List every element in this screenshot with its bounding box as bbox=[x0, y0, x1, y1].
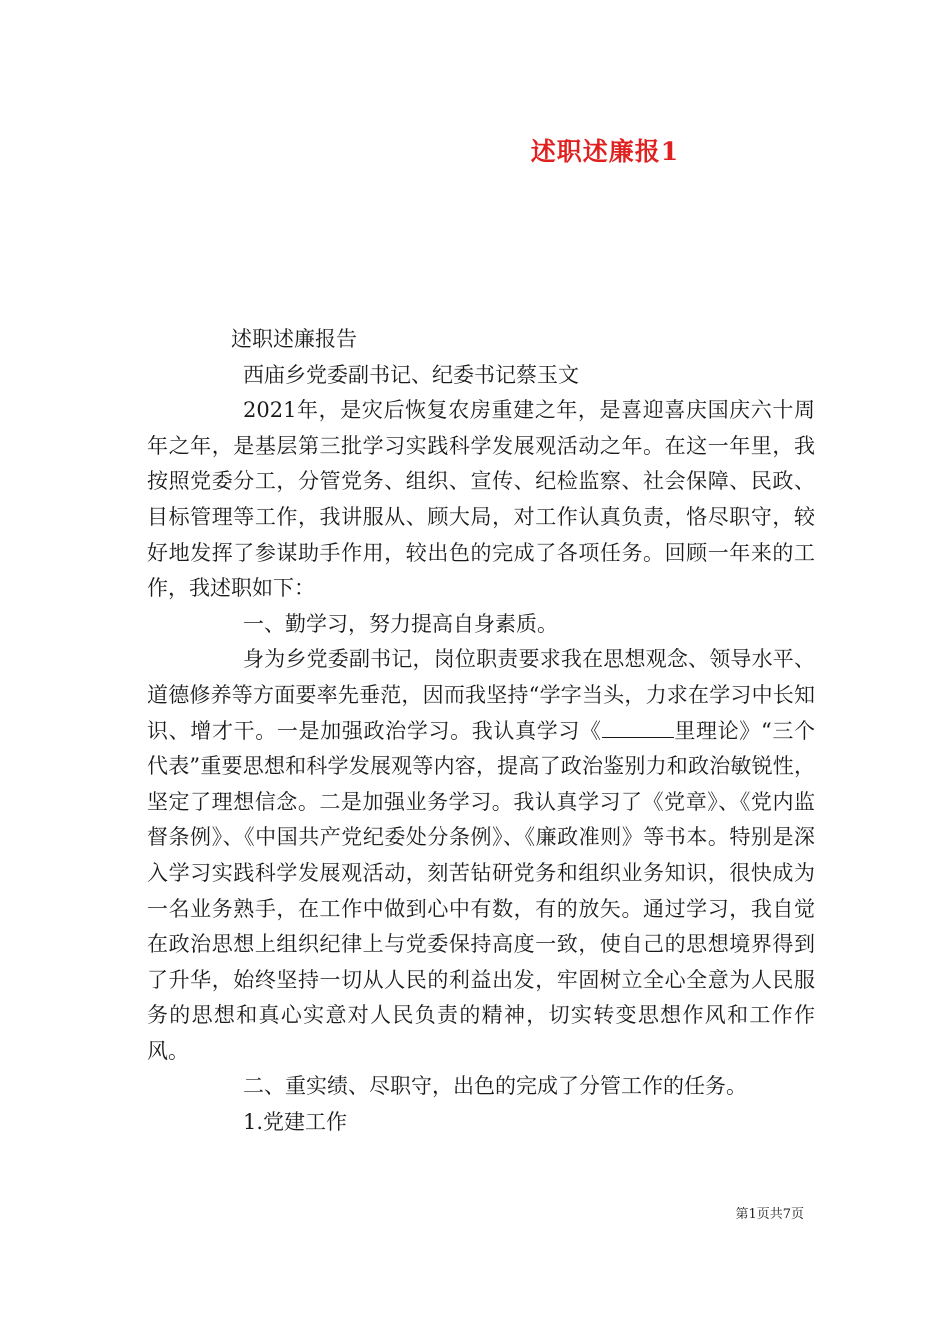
section-2-item-1: 1.党建工作 bbox=[243, 1110, 348, 1135]
section-1-heading: 一、勤学习，努力提高自身素质。 bbox=[243, 611, 558, 636]
section-2-heading: 二、重实绩、尽职守，出色的完成了分管工作的任务。 bbox=[243, 1074, 747, 1099]
intro-paragraph: 2021年，是灾后恢复农房重建之年，是喜迎喜庆国庆六十周年之年，是基层第三批学习实践科学发展观活动之年。在这一年里，我按照党委分工，分管党务、组织、宣传、纪检监察、社会保障、民政、目标管理等工作，我讲服从、顾大局，对工作认真负责，恪尽职守，较好地发挥了参谋助手作用，较出色的完成了各项任务。回顾一年来的工作，我述职如下： bbox=[147, 398, 815, 601]
study-paragraph-part-1: 身为乡党委副书记，岗位职责要求我在思想观念、领导水平、道德修养等方面要率先垂范，因而我坚持“学字当头，力求在学习中长知识、增才干。一是加强政治学习。我认真学习《 bbox=[147, 647, 815, 743]
document-title: 述职述廉报1 bbox=[530, 137, 680, 166]
page-number-footer: 第1页共7页 bbox=[735, 1207, 804, 1222]
document-body bbox=[147, 322, 815, 1141]
fill-in-blank bbox=[602, 719, 674, 738]
author-line: 西庙乡党委副书记、纪委书记蔡玉文 bbox=[243, 362, 579, 387]
study-paragraph bbox=[147, 642, 815, 1069]
report-subheading: 述职述廉报告 bbox=[231, 327, 357, 351]
study-paragraph-part-2: 里理论》“三个代表”重要思想和科学发展观等内容，提高了政治鉴别力和政治敏锐性，坚定了理想信念。二是加强业务学习。我认真学习了《党章》、《党内监督条例》、《中国共产党纪委处分条例》、《廉政准则》等书本。特别是深入学习实践科学发展观活动，刻苦钻研党务和组织业务知识，很快成为一名业务熟手，在工作中做到心中有数，有的放矢。通过学习，我自觉在政治思想上组织纪律上与党委保持高度一致，使自己的思想境界得到了升华，始终坚持一切从人民的利益出发，牢固树立全心全意为人民服务的思想和真心实意对人民负责的精神，切实转变思想作风和工作作风。 bbox=[147, 718, 815, 1063]
